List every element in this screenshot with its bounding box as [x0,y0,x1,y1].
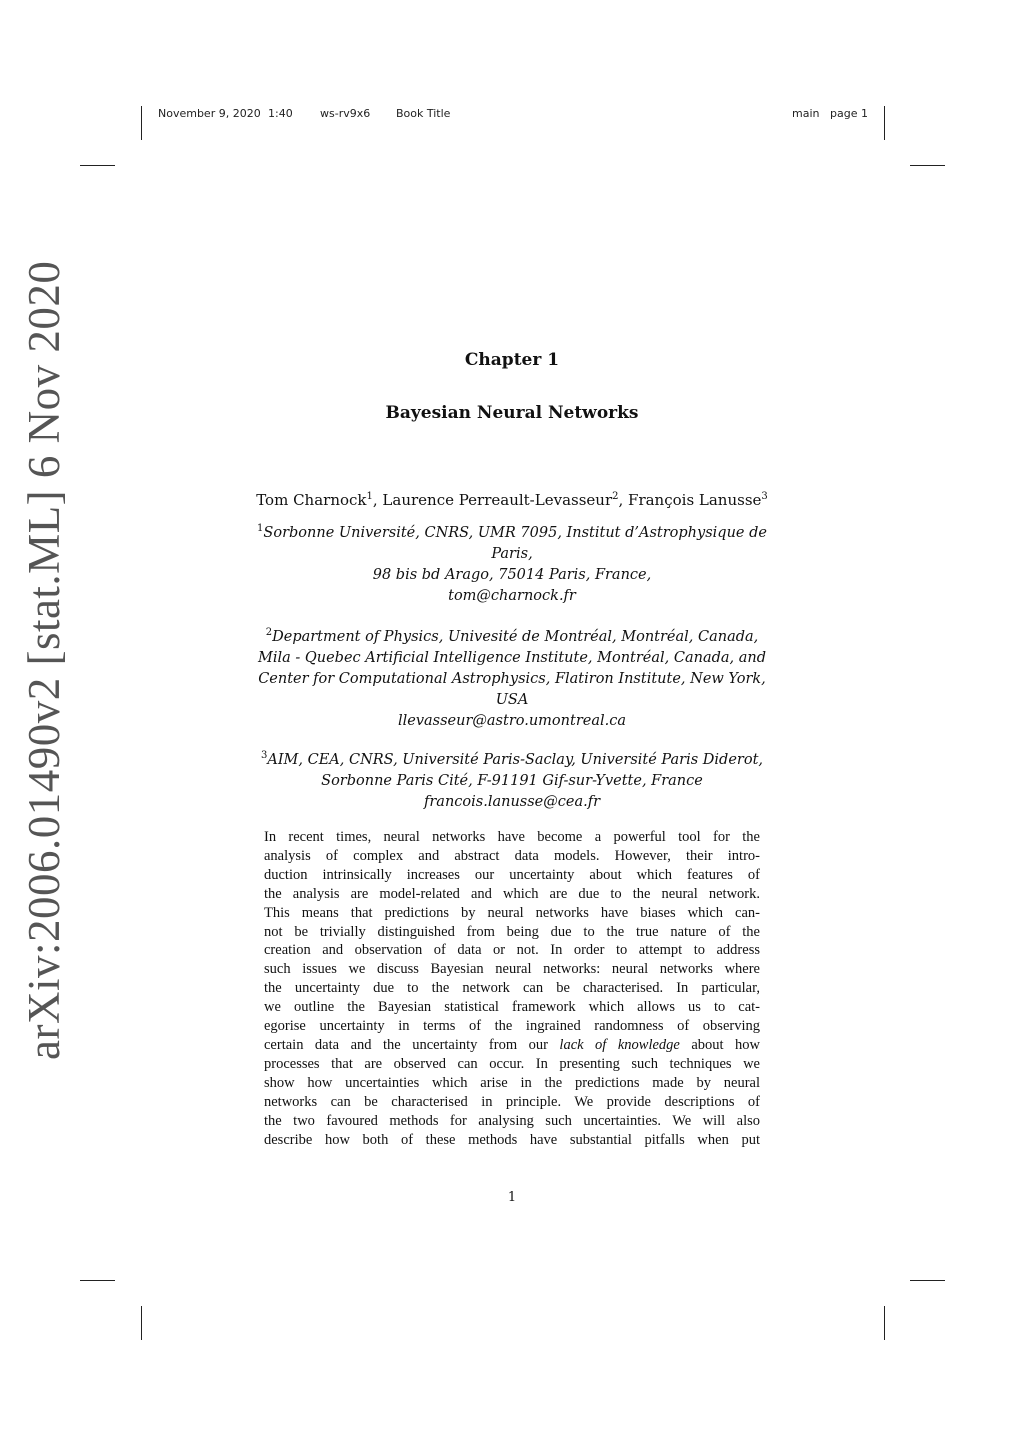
abstract [264,828,760,1149]
affiliation-1 [230,518,794,607]
abstract-line: the two favoured methods for analysing such uncertainties. We will also [264,1112,760,1129]
affiliation-1-email: tom@charnock.fr [448,587,576,604]
chapter-label: Chapter 1 [464,350,560,370]
affiliation-2-line-1: Department of Physics, Univesité de Montréal, Montréal, Canada, [272,628,759,645]
abstract-line: duction intrinsically increases our uncertainty about which features of [264,866,760,883]
page-number: 1 [507,1190,517,1205]
crop-mark-bottom-left-vertical [141,1306,142,1340]
crop-mark-top-right-horizontal [910,165,945,166]
affiliation-3-line-2: Sorbonne Paris Cité, F-91191 Gif-sur-Yvette, France [321,772,703,789]
crop-mark-bottom-left-horizontal [80,1280,115,1281]
affiliation-2-line-3: Center for Computational Astrophysics, Flatiron Institute, New York, [258,670,766,687]
arxiv-stamp: arXiv:2006.01490v2 [stat.ML] 6 Nov 2020 [19,260,69,1060]
abstract-line: not be trivially distinguished from being due to the true nature of the [264,923,760,940]
abstract-line: egorise uncertainty in terms of the ingrained randomness of observing [264,1018,760,1035]
abstract-line: describe how both of these methods have substantial pitfalls when put [264,1131,760,1148]
abstract-line: we outline the Bayesian statistical framework which allows us to cat- [264,999,760,1016]
abstract-line: creation and observation of data or not. In order to attempt to address [264,942,760,959]
affiliation-3-mark: 3 [260,750,268,761]
header-page: page 1 [830,107,868,120]
author-list: Tom Charnock$^1$, Laurence Perreault-Levasseur$^2$, François Lanusse$^3$ [256,491,768,509]
crop-mark-bottom-right-vertical [884,1306,885,1340]
abstract-line: processes that are observed can occur. In presenting such techniques we [264,1055,760,1072]
header-file: main [792,107,820,120]
abstract-emphasis: lack of knowledge [559,1036,680,1053]
author-3: François Lanusse [628,491,762,509]
paper-title: Bayesian Neural Networks [385,403,639,423]
abstract-line-part: about how [679,1036,761,1053]
crop-mark-bottom-right-horizontal [910,1280,945,1281]
affiliation-2-line-4: USA [495,691,529,708]
abstract-line: show how uncertainties which arise in the predictions made by neural [264,1074,760,1091]
abstract-line: networks can be characterised in principle. We provide descriptions of [264,1093,760,1110]
header-book-title: Book Title [396,107,451,120]
author-1: Tom Charnock [256,491,367,509]
affiliation-1-line-2: Paris, [491,545,533,562]
author-3-mark: 3 [761,491,768,502]
abstract-line [264,1036,760,1055]
header-time: 1:40 [268,107,293,120]
affiliation-3 [220,745,804,813]
abstract-line: the analysis are model-related and which are due to the neural network. [264,885,760,902]
author-2: Laurence Perreault-Levasseur [382,491,613,509]
abstract-line: This means that predictions by neural networks have biases which can- [264,904,760,921]
author-1-mark: 1 [366,491,373,502]
header-date: November 9, 2020 [158,107,261,120]
header-style: ws-rv9x6 [320,107,371,120]
affiliation-2-email: llevasseur@astro.umontreal.ca [397,712,626,729]
affiliation-1-line-1: Sorbonne Université, CNRS, UMR 7095, Institut d’Astrophysique de [263,524,767,541]
affiliation-3-email: francois.lanusse@cea.fr [424,793,600,810]
abstract-line-part: certain data and the uncertainty from our [264,1036,560,1053]
abstract-line: such issues we discuss Bayesian neural networks: neural networks where [264,961,760,978]
affiliation-2-line-2: Mila - Quebec Artificial Intelligence Institute, Montréal, Canada, and [257,649,767,666]
affiliation-1-mark: 1 [257,523,264,534]
abstract-line: analysis of complex and abstract data models. However, their intro- [264,847,760,864]
affiliation-2-mark: 2 [265,627,273,638]
affiliation-1-line-3: 98 bis bd Arago, 75014 Paris, France, [372,566,652,583]
abstract-line: the uncertainty due to the network can be characterised. In particular, [264,980,760,997]
affiliation-3-line-1: AIM, CEA, CNRS, Université Paris-Saclay, Université Paris Diderot, [267,751,764,768]
affiliation-2 [220,622,804,732]
crop-mark-top-left-horizontal [80,165,115,166]
abstract-line: In recent times, neural networks have become a powerful tool for the [264,829,760,845]
crop-mark-top-right-vertical [884,106,885,140]
author-2-mark: 2 [612,491,619,502]
crop-mark-top-left-vertical [141,106,142,140]
